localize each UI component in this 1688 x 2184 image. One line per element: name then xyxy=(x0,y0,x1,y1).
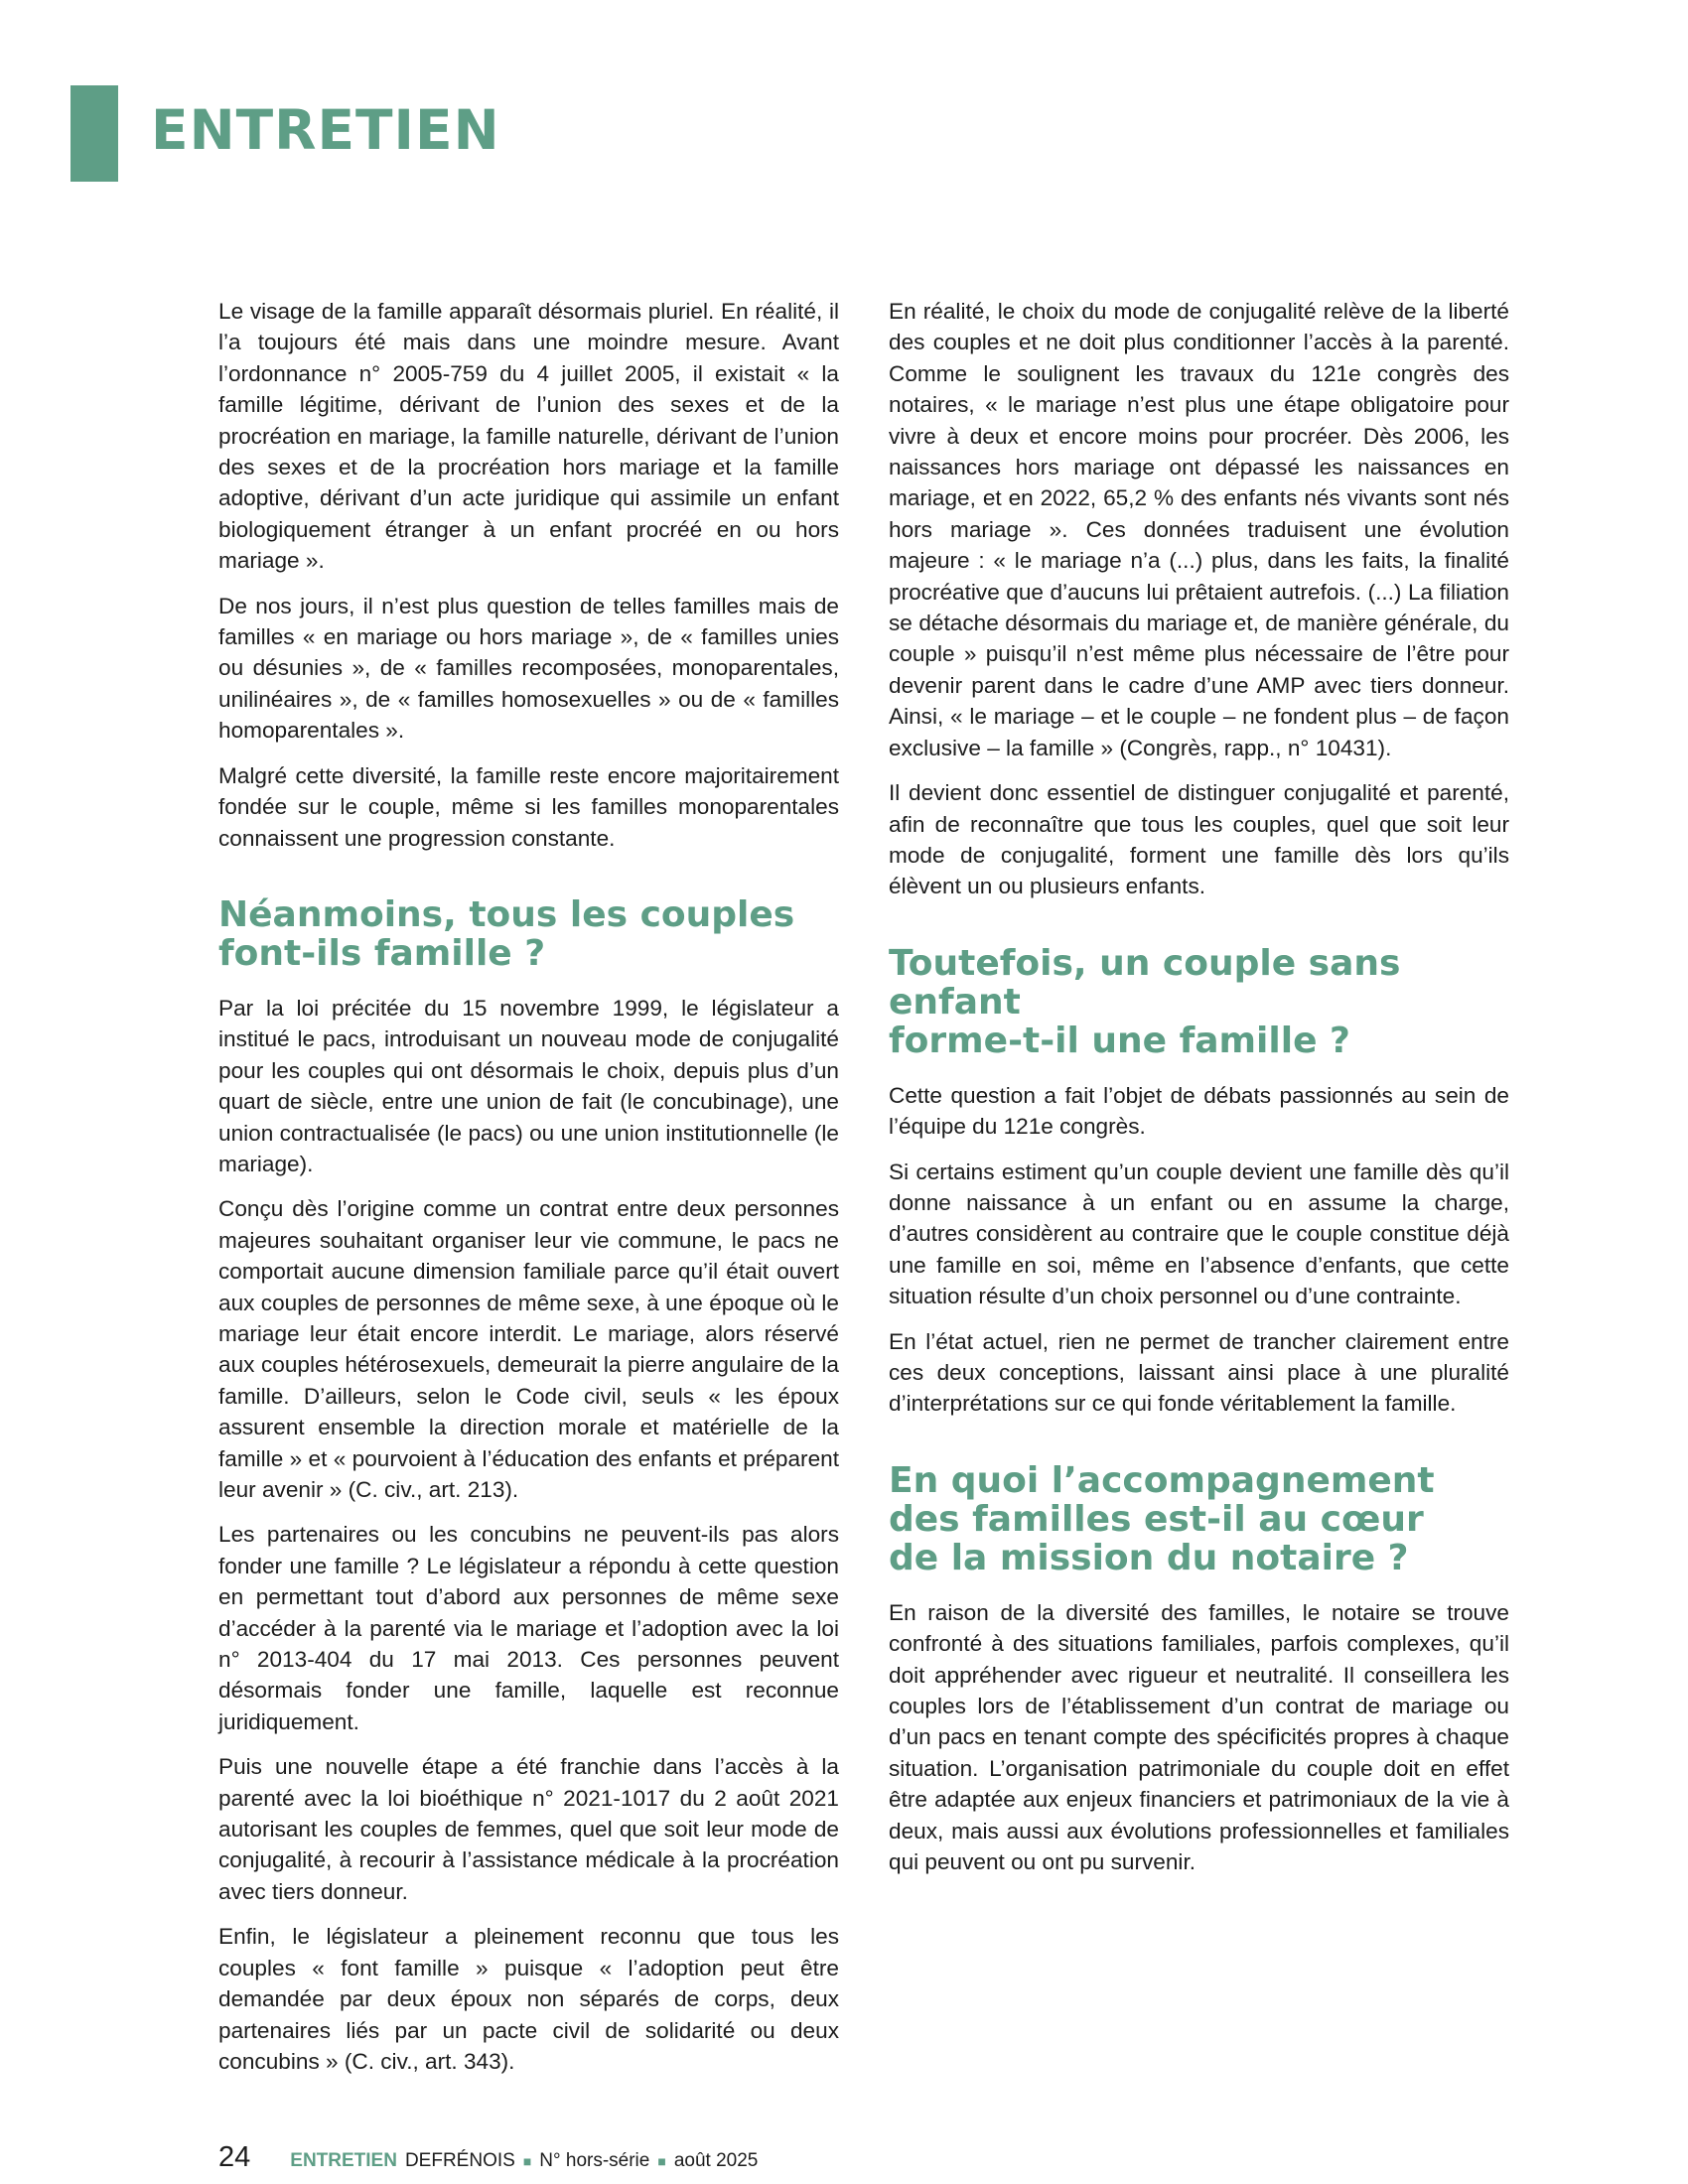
heading-line: En quoi l’accompagnement xyxy=(889,1459,1435,1501)
section-heading xyxy=(218,895,839,973)
paragraph: Il devient donc essentiel de distinguer conjugalité et parenté, afin de reconnaître que tous les couples, quel que soit leur mode de conjugalité, forment une famille dès lors qu’ils élèvent un ou plusieurs enfants. xyxy=(889,780,1509,899)
paragraph: Si certains estiment qu’un couple devient une famille dès qu’il donne naissance à un enfant ou en assume la charge, d’autres considèrent au contraire que le couple constitue déjà une famille en soi, même en l’absence d’enfants, que cette situation résulte d’un choix personnel ou d’une contrainte. xyxy=(889,1159,1509,1309)
section-heading xyxy=(889,1461,1509,1577)
footer-date: août 2025 xyxy=(673,2150,759,2171)
paragraph: En l’état actuel, rien ne permet de trancher clairement entre ces deux conceptions, laissant ainsi place à une pluralité d’interprétations sur ce qui fonde véritablement la famille. xyxy=(889,1328,1509,1417)
separator-square-icon: ■ xyxy=(657,2153,666,2169)
heading-line: Néanmoins, tous les couples xyxy=(218,893,795,935)
footer-publication: DEFRÉNOIS xyxy=(404,2150,515,2171)
paragraph: Puis une nouvelle étape a été franchie dans l’accès à la parenté avec la loi bioéthique n° 2021-1017 du 2 août 2021 autorisant les couples de femmes, quel que soit leur mode de conjugalité, à recourir à l’assistance médicale à la procréation avec tiers donneur. xyxy=(218,1754,839,1904)
header-accent-bar xyxy=(70,85,118,182)
page-footer xyxy=(218,2141,758,2174)
paragraph: En réalité, le choix du mode de conjugalité relève de la liberté des couples et ne doit plus conditionner l’accès à la parenté. Comme le soulignent les travaux du 121e congrès des notaires, « le mariage n’est plus une étape obligatoire pour vivre à deux et encore moins pour procréer. Dès 2006, les naissances hors mariage ont dépassé les naissances en mariage, et en 2022, 65,2 % des enfants nés vivants sont nés hors mariage ». Ces données traduisent une évolution majeure : « le mariage n’a (...) plus, dans les faits, la finalité procréative que d’aucuns lui prêtaient autrefois. (...) La filiation se détache désormais du mariage et, de manière générale, du couple » puisqu’il n’est même plus nécessaire de l’être pour devenir parent dans le cadre d’une AMP avec tiers donneur. Ainsi, « le mariage – et le couple – ne fondent plus – de façon exclusive – la famille » (Congrès, rapp., n° 10431). xyxy=(889,299,1509,760)
paragraph: Le visage de la famille apparaît désormais pluriel. En réalité, il l’a toujours été mais dans une moindre mesure. Avant l’ordonnance n° 2005-759 du 4 juillet 2005, il existait « la famille légitime, dérivant de l’union des sexes et de la procréation en mariage, la famille naturelle, dérivant de l’union des sexes et de la procréation hors mariage et la famille adoptive, dérivant d’un acte juridique qui assimile un enfant biologiquement étranger à un enfant procréé en ou hors mariage ». xyxy=(218,299,839,574)
paragraph: De nos jours, il n’est plus question de telles familles mais de familles « en mariage ou hors mariage », de « familles unies ou désunies », de « familles recomposées, monoparentales, unilinéaires », de « familles homosexuelles » ou de « familles homoparentales ». xyxy=(218,593,839,744)
heading-line: Toutefois, un couple sans enfant xyxy=(889,942,1401,1023)
paragraph: Conçu dès l’origine comme un contrat entre deux personnes majeures souhaitant organiser leur vie commune, le pacs ne comportait aucune dimension familiale parce qu’il était ouvert aux couples de personnes de même sexe, à une époque où le mariage leur était encore interdit. Le mariage, alors réservé aux couples hétérosexuels, demeurait la pierre angulaire de la famille. D’ailleurs, selon le Code civil, seuls « les époux assurent ensemble la direction morale et matérielle de la famille » et « pourvoient à l’éducation des enfants et préparent leur avenir » (C. civ., art. 213). xyxy=(218,1196,839,1502)
paragraph: Par la loi précitée du 15 novembre 1999, le législateur a institué le pacs, introduisant un nouveau mode de conjugalité pour les couples qui ont désormais le choix, depuis plus d’un quart de siècle, entre une union de fait (le concubinage), une union contractualisée (le pacs) ou une union institutionnelle (le mariage). xyxy=(218,995,839,1176)
footer-issue: N° hors-série xyxy=(539,2150,650,2171)
paragraph: Enfin, le législateur a pleinement reconnu que tous les couples « font famille » puisque « l’adoption peut être demandée par deux époux non séparés de corps, deux partenaires liés par un pacte civil de solidarité ou deux concubins » (C. civ., art. 343). xyxy=(218,1924,839,2074)
paragraph: Cette question a fait l’objet de débats passionnés au sein de l’équipe du 121e congrès. xyxy=(889,1082,1509,1140)
heading-line: de la mission du notaire ? xyxy=(889,1537,1409,1578)
heading-line: font-ils famille ? xyxy=(218,932,546,974)
right-column xyxy=(889,296,1509,1891)
heading-line: forme-t-il une famille ? xyxy=(889,1020,1350,1061)
separator-square-icon: ■ xyxy=(522,2153,532,2169)
footer-section: ENTRETIEN xyxy=(290,2150,397,2171)
paragraph: Malgré cette diversité, la famille reste encore majoritairement fondée sur le couple, même si les familles monoparentales connaissent une progression constante. xyxy=(218,762,839,851)
section-heading xyxy=(889,944,1509,1060)
paragraph: En raison de la diversité des familles, le notaire se trouve confronté à des situations familiales, parfois complexes, qu’il doit appréhender avec rigueur et neutralité. Il conseillera les couples lors de l’établissement d’un contrat de mariage ou d’un pacs en tenant compte des spécificités propres à chaque situation. L’organisation patrimoniale du couple doit en effet être adaptée aux enjeux financiers et patrimoniaux de la vie à deux, mais aussi aux évolutions professionnelles et familiales qui peuvent ou ont pu survenir. xyxy=(889,1599,1509,1875)
paragraph: Les partenaires ou les concubins ne peuvent-ils pas alors fonder une famille ? Le législateur a répondu à cette question en permettant tout d’abord aux personnes de même sexe d’accéder à la parenté via le mariage et l’adoption avec la loi n° 2013-404 du 17 mai 2013. Ces personnes peuvent désormais fonder une famille, laquelle est reconnue juridiquement. xyxy=(218,1522,839,1734)
page-section-title: ENTRETIEN xyxy=(151,98,500,162)
left-column xyxy=(218,296,839,2091)
heading-line: des familles est-il au cœur xyxy=(889,1498,1424,1540)
page-number: 24 xyxy=(218,2141,251,2173)
